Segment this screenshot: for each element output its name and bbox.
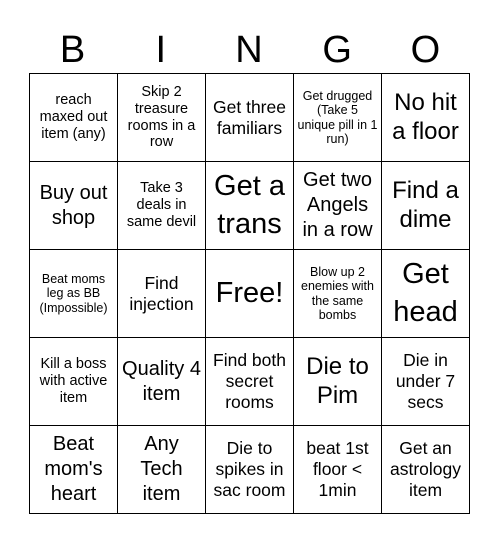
bingo-cell-r5-c1[interactable] <box>30 426 118 514</box>
bingo-cell-r4-c2[interactable] <box>118 338 206 426</box>
bingo-cell-text: Die to spikes in sac room <box>213 438 286 500</box>
bingo-cell-r5-c4[interactable] <box>294 426 382 514</box>
bingo-cell-text: Die to Pim <box>306 352 369 409</box>
bingo-cell-text: Find injection <box>129 272 194 314</box>
bingo-cell-text: Blow up 2 enemies with the same bombs <box>301 264 374 322</box>
bingo-cell-r3-c2[interactable] <box>118 250 206 338</box>
header-letter-n: N <box>235 29 264 71</box>
bingo-cell-r5-c5[interactable] <box>382 426 470 514</box>
bingo-card-grid <box>29 73 470 514</box>
bingo-cell-r2-c2[interactable] <box>118 162 206 250</box>
bingo-cell-r5-c3[interactable] <box>206 426 294 514</box>
bingo-cell-r1-c1[interactable] <box>30 74 118 162</box>
bingo-cell-text: Get three familiars <box>213 96 286 138</box>
bingo-cell-r1-c4[interactable] <box>294 74 382 162</box>
bingo-cell-text: Get two Angels in a row <box>302 169 373 241</box>
bingo-cell-r5-c2[interactable] <box>118 426 206 514</box>
bingo-cell-r2-c4[interactable] <box>294 162 382 250</box>
bingo-cell-text: Quality 4 item <box>122 357 201 405</box>
bingo-cell-text: Any Tech item <box>140 433 183 505</box>
bingo-cell-text: Get head <box>393 257 458 328</box>
bingo-cell-r4-c5[interactable] <box>382 338 470 426</box>
bingo-cell-text: Kill a boss with active item <box>39 356 108 406</box>
bingo-cell-text: Free! <box>215 276 284 309</box>
bingo-cell-text: Take 3 deals in same devil <box>126 180 197 230</box>
header-letter-b: B <box>59 29 87 71</box>
bingo-cell-r2-c1[interactable] <box>30 162 118 250</box>
bingo-cell-text: Beat mom's heart <box>44 433 103 505</box>
header-letter-o: O <box>410 29 442 71</box>
bingo-cell-text: Find a dime <box>392 176 459 233</box>
bingo-cell-text: Find both secret rooms <box>213 350 286 412</box>
bingo-cell-r2-c3[interactable] <box>206 162 294 250</box>
bingo-cell-text: beat 1st floor < 1min <box>306 438 369 500</box>
bingo-cell-r4-c3[interactable] <box>206 338 294 426</box>
bingo-cell-r4-c1[interactable] <box>30 338 118 426</box>
header-letter-g: G <box>322 29 353 71</box>
bingo-cell-r2-c5[interactable] <box>382 162 470 250</box>
bingo-cell-r3-c1[interactable] <box>30 250 118 338</box>
bingo-cell-r3-c5[interactable] <box>382 250 470 338</box>
bingo-cell-text: No hit a floor <box>392 88 459 145</box>
bingo-cell-text: Buy out shop <box>39 181 108 229</box>
bingo-cell-r1-c5[interactable] <box>382 74 470 162</box>
bingo-cell-r4-c4[interactable] <box>294 338 382 426</box>
bingo-cell-r1-c2[interactable] <box>118 74 206 162</box>
bingo-cell-text: Skip 2 treasure rooms in a row <box>127 84 196 151</box>
bingo-header <box>29 26 470 74</box>
bingo-free-space[interactable] <box>206 250 294 338</box>
bingo-cell-r1-c3[interactable] <box>206 74 294 162</box>
header-letter-i: I <box>155 29 168 71</box>
bingo-cell-text: Get a trans <box>214 169 285 240</box>
bingo-cell-text: Get drugged (Take 5 unique pill in 1 run) <box>297 88 378 146</box>
bingo-cell-r3-c4[interactable] <box>294 250 382 338</box>
bingo-cell-text: Get an astrology item <box>389 438 461 500</box>
bingo-cell-text: Beat moms leg as BB (Impossible) <box>39 271 108 315</box>
bingo-cell-text: Die in under 7 secs <box>395 350 456 412</box>
bingo-cell-text: reach maxed out item (any) <box>39 92 108 142</box>
